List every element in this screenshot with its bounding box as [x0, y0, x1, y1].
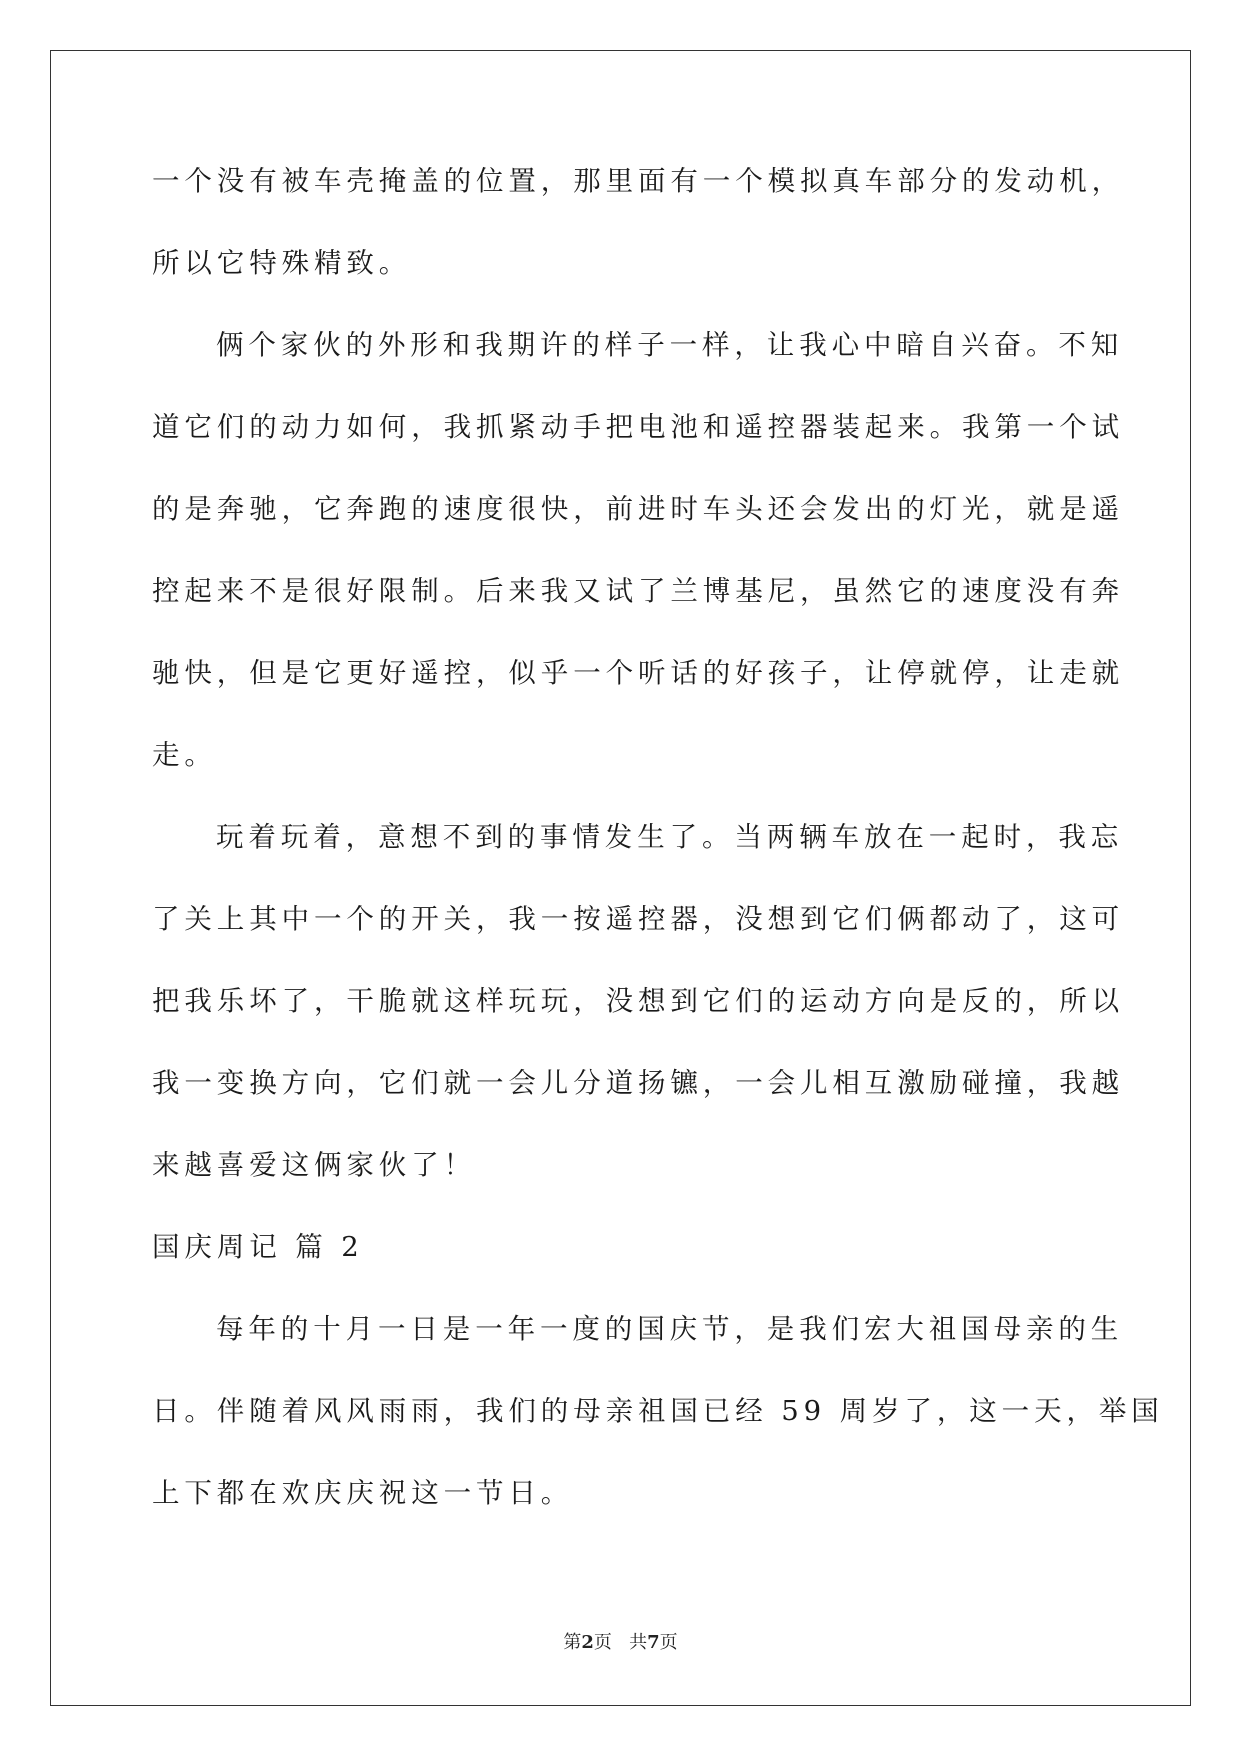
paragraph-start-line: 玩着玩着，意想不到的事情发生了。当两辆车放在一起时，我忘: [216, 821, 1124, 853]
text-line: 走。: [152, 739, 217, 771]
footer-prefix: 第: [563, 1632, 582, 1653]
text-line: 的是奔驰，它奔跑的速度很快，前进时车头还会发出的灯光，就是遥: [152, 493, 1124, 525]
text-line: 驰快，但是它更好遥控，似乎一个听话的好孩子，让停就停，让走就: [152, 657, 1124, 689]
paragraph-start-line: 每年的十月一日是一年一度的国庆节，是我们宏大祖国母亲的生: [216, 1313, 1124, 1345]
current-page-number: 2: [581, 1632, 594, 1653]
text-line: 了关上其中一个的开关，我一按遥控器，没想到它们俩都动了，这可: [152, 903, 1124, 935]
text-line: 把我乐坏了，干脆就这样玩玩，没想到它们的运动方向是反的，所以: [152, 985, 1124, 1017]
footer-suffix: 页: [659, 1632, 678, 1653]
text-line: 控起来不是很好限制。后来我又试了兰博基尼，虽然它的速度没有奔: [152, 575, 1124, 607]
text-line: 道它们的动力如何，我抓紧动手把电池和遥控器装起来。我第一个试: [152, 411, 1124, 443]
document-body: [152, 165, 1164, 1560]
total-pages-number: 7: [647, 1632, 660, 1653]
section-heading: 国庆周记 篇 2: [152, 1231, 364, 1263]
footer-middle: 页 共: [593, 1632, 648, 1653]
text-line: 我一变换方向，它们就一会儿分道扬镳，一会儿相互激励碰撞，我越: [152, 1067, 1124, 1099]
paragraph-start-line: 俩个家伙的外形和我期许的样子一样，让我心中暗自兴奋。不知: [216, 329, 1124, 361]
text-line: 日。伴随着风风雨雨，我们的母亲祖国已经 59 周岁了，这一天，举国: [152, 1395, 1164, 1427]
text-line: 所以它特殊精致。: [152, 247, 412, 279]
text-line: 一个没有被车壳掩盖的位置，那里面有一个模拟真车部分的发动机，: [152, 165, 1124, 197]
text-line: 上下都在欢庆庆祝这一节日。: [152, 1477, 574, 1509]
page-footer: [0, 1628, 1241, 1654]
text-line: 来越喜爱这俩家伙了！: [152, 1149, 476, 1181]
